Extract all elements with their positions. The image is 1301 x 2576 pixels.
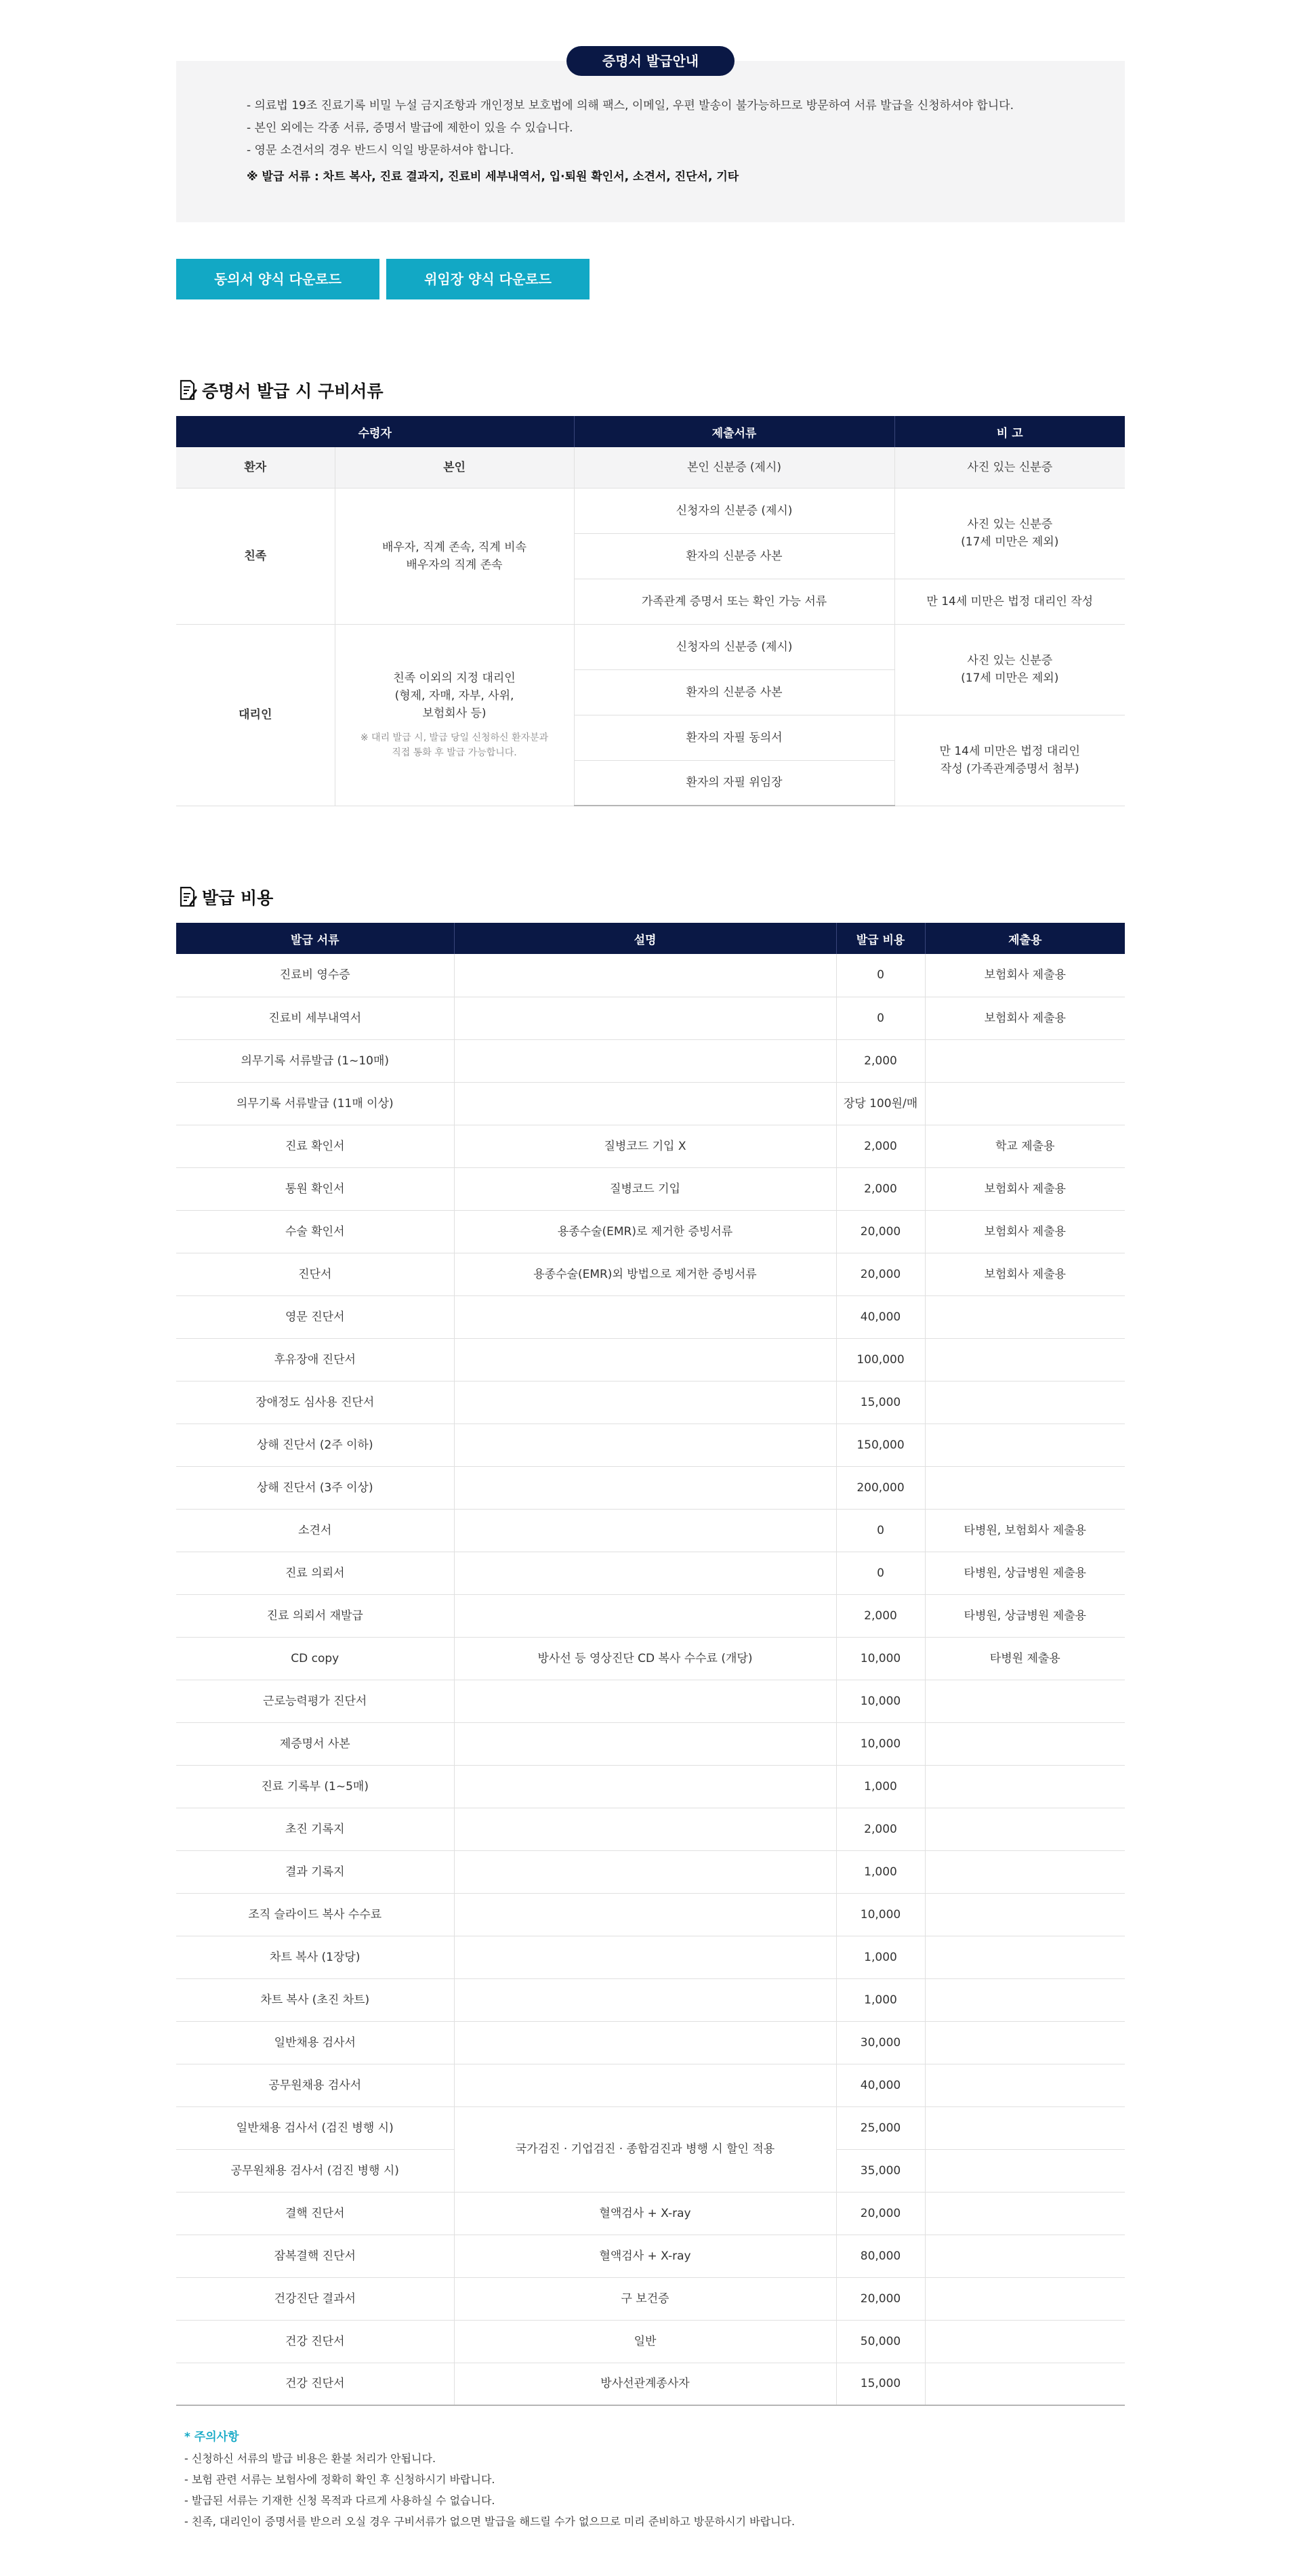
fee-doc-name: 장애정도 심사용 진단서	[176, 1381, 454, 1424]
notice-docs-line: ※ 발급 서류 : 차트 복사, 진료 결과지, 진료비 세부내역서, 입·퇴원 확인서, 소견서, 진단서, 기타	[247, 170, 739, 184]
fee-description	[454, 1893, 836, 1936]
fee-cost: 35,000	[836, 2149, 925, 2192]
fee-doc-name: 진료 의뢰서	[176, 1552, 454, 1594]
fee-description	[454, 1765, 836, 1808]
recipient-label: 친족	[176, 488, 335, 624]
table-row	[176, 2192, 1125, 2235]
fee-description	[454, 1808, 836, 1850]
required-docs-table	[176, 416, 1125, 806]
notice-item: - 의료법 19조 진료기록 비밀 누설 금지조항과 개인정보 보호법에 의해 팩스, 이메일, 우편 발송이 불가능하므로 방문하여 서류 발급을 신청하셔야 합니다.	[247, 99, 1014, 112]
fee-description: 용종수술(EMR)로 제거한 증빙서류	[454, 1210, 836, 1253]
fee-doc-name: 차트 복사 (초진 차트)	[176, 1978, 454, 2021]
fee-cost: 2,000	[836, 1808, 925, 1850]
fee-description: 질병코드 기입 X	[454, 1125, 836, 1167]
fee-description	[454, 1552, 836, 1594]
fee-doc-name: 소견서	[176, 1509, 454, 1552]
fee-description	[454, 1936, 836, 1978]
col-header-recipient: 수령자	[176, 416, 574, 447]
fee-doc-name: 잠복결핵 진단서	[176, 2235, 454, 2277]
fee-section-title: 발급 비용	[202, 888, 274, 908]
fee-description: 방사선관계종사자	[454, 2363, 836, 2405]
fee-cost: 1,000	[836, 1850, 925, 1893]
fee-submit-to	[925, 2021, 1125, 2064]
fee-doc-name: 영문 진단서	[176, 1295, 454, 1338]
fee-submit-to: 보험회사 제출용	[925, 997, 1125, 1039]
fee-cost: 40,000	[836, 1295, 925, 1338]
notice-box	[176, 61, 1125, 222]
notice-title: 증명서 발급안내	[566, 46, 735, 76]
fee-description	[454, 1722, 836, 1765]
caution-item: - 친족, 대리인이 증명서를 받으러 오실 경우 구비서류가 없으면 발급을 해드릴 수가 없으므로 미리 준비하고 방문하시기 바랍니다.	[184, 2515, 796, 2528]
fee-submit-to	[925, 2192, 1125, 2235]
table-row	[176, 1253, 1125, 1295]
col-header-document: 발급 서류	[176, 923, 454, 954]
fee-doc-name: 일반채용 검사서 (검진 병행 시)	[176, 2106, 454, 2149]
fee-submit-to	[925, 1381, 1125, 1424]
fee-doc-name: 근로능력평가 진단서	[176, 1680, 454, 1722]
fee-description	[454, 1466, 836, 1509]
fee-cost: 15,000	[836, 2363, 925, 2405]
req-section-heading	[179, 377, 384, 404]
table-row	[176, 1808, 1125, 1850]
fee-cost: 10,000	[836, 1893, 925, 1936]
fee-description	[454, 997, 836, 1039]
fee-submit-to	[925, 2277, 1125, 2320]
table-row	[176, 1765, 1125, 1808]
note-cell	[894, 624, 1125, 715]
fee-submit-to: 타병원 제출용	[925, 1637, 1125, 1680]
table-row	[176, 624, 1125, 669]
recipient-who	[335, 624, 574, 806]
fee-submit-to: 타병원, 보험회사 제출용	[925, 1509, 1125, 1552]
table-row	[176, 954, 1125, 997]
fee-section-heading	[179, 884, 273, 911]
fee-cost: 20,000	[836, 1210, 925, 1253]
table-row	[176, 2021, 1125, 2064]
table-row	[176, 2235, 1125, 2277]
fee-doc-name: 의무기록 서류발급 (11매 이상)	[176, 1082, 454, 1125]
fee-description	[454, 1424, 836, 1466]
fee-cost: 200,000	[836, 1466, 925, 1509]
fee-doc-name: 건강진단 결과서	[176, 2277, 454, 2320]
who-line: 친족 이외의 지정 대리인	[393, 671, 516, 685]
note-cell	[894, 715, 1125, 806]
fee-submit-to: 보험회사 제출용	[925, 1167, 1125, 1210]
fee-cost: 20,000	[836, 2192, 925, 2235]
fee-doc-name: 건강 진단서	[176, 2320, 454, 2363]
fee-description	[454, 1381, 836, 1424]
fee-cost: 2,000	[836, 1594, 925, 1637]
table-row	[176, 2363, 1125, 2405]
recipient-who	[335, 488, 574, 624]
caution-item: - 보험 관련 서류는 보험사에 정확히 확인 후 신청하시기 바랍니다.	[184, 2473, 495, 2486]
fee-submit-to	[925, 1295, 1125, 1338]
document-edit-icon	[179, 886, 198, 908]
fee-description	[454, 954, 836, 997]
fee-doc-name: CD copy	[176, 1637, 454, 1680]
fee-doc-name: 차트 복사 (1장당)	[176, 1936, 454, 1978]
fee-cost: 장당 100원/매	[836, 1082, 925, 1125]
table-row	[176, 1978, 1125, 2021]
fee-submit-to	[925, 2149, 1125, 2192]
table-row	[176, 488, 1125, 533]
fee-doc-name: 결핵 진단서	[176, 2192, 454, 2235]
table-row	[176, 1722, 1125, 1765]
fee-description: 국가검진 · 기업검진 · 종합검진과 병행 시 할인 적용	[454, 2106, 836, 2192]
fee-cost: 15,000	[836, 1381, 925, 1424]
table-row	[176, 1381, 1125, 1424]
fee-cost: 1,000	[836, 1936, 925, 1978]
fee-doc-name: 일반채용 검사서	[176, 2021, 454, 2064]
fee-doc-name: 통원 확인서	[176, 1167, 454, 1210]
fee-description	[454, 1850, 836, 1893]
fee-doc-name: 상해 진단서 (2주 이하)	[176, 1424, 454, 1466]
fee-submit-to	[925, 1466, 1125, 1509]
fee-cost: 10,000	[836, 1680, 925, 1722]
table-row	[176, 1509, 1125, 1552]
fee-description	[454, 1082, 836, 1125]
agent-note-line: 직접 통화 후 발급 가능합니다.	[392, 747, 517, 758]
fee-cost: 100,000	[836, 1338, 925, 1381]
fee-doc-name: 제증명서 사본	[176, 1722, 454, 1765]
fee-cost: 2,000	[836, 1167, 925, 1210]
note-line: (17세 미만은 제외)	[961, 671, 1059, 685]
note-line: 사진 있는 신분증	[967, 654, 1053, 667]
table-row	[176, 1424, 1125, 1466]
fee-description	[454, 2064, 836, 2106]
caution-list	[184, 2448, 795, 2532]
fee-doc-name: 상해 진단서 (3주 이상)	[176, 1466, 454, 1509]
fee-cost: 0	[836, 1509, 925, 1552]
document-edit-icon	[179, 379, 198, 401]
fee-cost: 10,000	[836, 1637, 925, 1680]
table-row	[176, 1936, 1125, 1978]
col-header-submit-to: 제출용	[925, 923, 1125, 954]
fee-submit-to: 보험회사 제출용	[925, 954, 1125, 997]
fee-description	[454, 1978, 836, 2021]
fee-cost: 40,000	[836, 2064, 925, 2106]
doc-cell: 본인 신분증 (제시)	[574, 447, 894, 488]
fee-cost: 0	[836, 1552, 925, 1594]
table-row	[176, 1637, 1125, 1680]
fee-submit-to	[925, 2320, 1125, 2363]
fee-doc-name: 의무기록 서류발급 (1~10매)	[176, 1039, 454, 1082]
doc-cell: 환자의 신분증 사본	[574, 533, 894, 579]
fee-doc-name: 건강 진단서	[176, 2363, 454, 2405]
fee-submit-to	[925, 2106, 1125, 2149]
fee-submit-to	[925, 1936, 1125, 1978]
table-row	[176, 1680, 1125, 1722]
col-header-documents: 제출서류	[574, 416, 894, 447]
fee-doc-name: 수술 확인서	[176, 1210, 454, 1253]
fee-doc-name: 공무원채용 검사서	[176, 2064, 454, 2106]
fee-submit-to: 보험회사 제출용	[925, 1210, 1125, 1253]
fee-submit-to: 타병원, 상급병원 제출용	[925, 1552, 1125, 1594]
doc-cell: 신청자의 신분증 (제시)	[574, 488, 894, 533]
fee-submit-to	[925, 1722, 1125, 1765]
agent-note	[335, 730, 574, 760]
fee-description: 혈액검사 + X-ray	[454, 2192, 836, 2235]
table-row	[176, 2064, 1125, 2106]
consent-form-download-button[interactable]: 동의서 양식 다운로드	[176, 259, 379, 299]
note-line: 만 14세 미만은 법정 대리인	[939, 745, 1080, 758]
fee-doc-name: 진단서	[176, 1253, 454, 1295]
fee-cost: 1,000	[836, 1978, 925, 2021]
table-row	[176, 1850, 1125, 1893]
fee-cost: 1,000	[836, 1765, 925, 1808]
fee-doc-name: 결과 기록지	[176, 1850, 454, 1893]
note-cell	[894, 488, 1125, 579]
fee-cost: 25,000	[836, 2106, 925, 2149]
fee-description	[454, 1039, 836, 1082]
caution-item: - 신청하신 서류의 발급 비용은 환불 처리가 안됩니다.	[184, 2452, 436, 2465]
fee-cost: 2,000	[836, 1125, 925, 1167]
fee-submit-to	[925, 1039, 1125, 1082]
notice-list	[247, 95, 1014, 188]
agent-note-line: ※ 대리 발급 시, 발급 당일 신청하신 환자분과	[360, 732, 549, 743]
fee-submit-to	[925, 1680, 1125, 1722]
proxy-form-download-button[interactable]: 위임장 양식 다운로드	[386, 259, 590, 299]
fee-description	[454, 2021, 836, 2064]
fee-cost: 30,000	[836, 2021, 925, 2064]
table-row	[176, 1466, 1125, 1509]
fee-submit-to	[925, 2363, 1125, 2405]
fee-doc-name: 초진 기록지	[176, 1808, 454, 1850]
fee-description	[454, 1295, 836, 1338]
col-header-cost: 발급 비용	[836, 923, 925, 954]
fee-doc-name: 진료 확인서	[176, 1125, 454, 1167]
fee-submit-to	[925, 1338, 1125, 1381]
doc-cell: 가족관계 증명서 또는 확인 가능 서류	[574, 579, 894, 624]
fee-table	[176, 923, 1125, 2406]
recipient-who: 본인	[335, 447, 574, 488]
req-section-title: 증명서 발급 시 구비서류	[202, 381, 384, 401]
note-cell: 만 14세 미만은 법정 대리인 작성	[894, 579, 1125, 624]
table-row	[176, 1893, 1125, 1936]
fee-cost: 0	[836, 954, 925, 997]
table-row	[176, 1594, 1125, 1637]
table-row	[176, 2277, 1125, 2320]
who-line: 배우자, 직계 존속, 직계 비속	[381, 540, 527, 554]
fee-doc-name: 진료비 영수증	[176, 954, 454, 997]
fee-submit-to	[925, 1082, 1125, 1125]
fee-doc-name: 후유장애 진단서	[176, 1338, 454, 1381]
fee-submit-to: 학교 제출용	[925, 1125, 1125, 1167]
notice-item: - 본인 외에는 각종 서류, 증명서 발급에 제한이 있을 수 있습니다.	[247, 121, 573, 135]
table-row	[176, 1210, 1125, 1253]
caution-notes	[184, 2427, 795, 2532]
table-row	[176, 1167, 1125, 1210]
fee-description: 용종수술(EMR)외 방법으로 제거한 증빙서류	[454, 1253, 836, 1295]
note-line: 작성 (가족관계증명서 첨부)	[940, 762, 1079, 776]
fee-description	[454, 1509, 836, 1552]
fee-submit-to: 타병원, 상급병원 제출용	[925, 1594, 1125, 1637]
caution-item: - 발급된 서류는 기재한 신청 목적과 다르게 사용하실 수 없습니다.	[184, 2494, 495, 2507]
fee-submit-to	[925, 1424, 1125, 1466]
who-line: 보험회사 등)	[422, 707, 487, 720]
col-header-remarks: 비 고	[894, 416, 1125, 447]
table-row	[176, 1338, 1125, 1381]
table-row	[176, 1295, 1125, 1338]
fee-doc-name: 진료 의뢰서 재발급	[176, 1594, 454, 1637]
fee-description	[454, 1338, 836, 1381]
col-header-description: 설명	[454, 923, 836, 954]
fee-submit-to	[925, 2235, 1125, 2277]
fee-submit-to	[925, 1850, 1125, 1893]
fee-description	[454, 1594, 836, 1637]
fee-submit-to	[925, 1808, 1125, 1850]
fee-submit-to	[925, 2064, 1125, 2106]
fee-cost: 150,000	[836, 1424, 925, 1466]
fee-cost: 50,000	[836, 2320, 925, 2363]
fee-description: 방사선 등 영상진단 CD 복사 수수료 (개당)	[454, 1637, 836, 1680]
note-line: 사진 있는 신분증	[967, 518, 1053, 531]
doc-cell: 환자의 자필 위임장	[574, 760, 894, 806]
recipient-label: 환자	[176, 447, 335, 488]
table-row	[176, 997, 1125, 1039]
table-row	[176, 1125, 1125, 1167]
table-row	[176, 1082, 1125, 1125]
notice-item: - 영문 소견서의 경우 반드시 익일 방문하셔야 합니다.	[247, 144, 514, 157]
fee-submit-to	[925, 1893, 1125, 1936]
fee-cost: 20,000	[836, 1253, 925, 1295]
fee-description: 일반	[454, 2320, 836, 2363]
fee-submit-to	[925, 1765, 1125, 1808]
fee-doc-name: 진료비 세부내역서	[176, 997, 454, 1039]
fee-cost: 10,000	[836, 1722, 925, 1765]
fee-doc-name: 진료 기록부 (1~5매)	[176, 1765, 454, 1808]
note-cell: 사진 있는 신분증	[894, 447, 1125, 488]
doc-cell: 환자의 신분증 사본	[574, 669, 894, 715]
doc-cell: 신청자의 신분증 (제시)	[574, 624, 894, 669]
note-line: (17세 미만은 제외)	[961, 535, 1059, 549]
caution-title: * 주의사항	[184, 2430, 239, 2444]
table-row	[176, 2106, 1125, 2149]
table-row	[176, 1552, 1125, 1594]
fee-cost: 0	[836, 997, 925, 1039]
table-row	[176, 447, 1125, 488]
fee-description	[454, 1680, 836, 1722]
table-row	[176, 1039, 1125, 1082]
fee-submit-to: 보험회사 제출용	[925, 1253, 1125, 1295]
fee-description: 질병코드 기입	[454, 1167, 836, 1210]
fee-cost: 2,000	[836, 1039, 925, 1082]
fee-doc-name: 공무원채용 검사서 (검진 병행 시)	[176, 2149, 454, 2192]
who-line: (형제, 자매, 자부, 사위,	[394, 689, 514, 703]
table-row	[176, 2320, 1125, 2363]
fee-submit-to	[925, 1978, 1125, 2021]
fee-cost: 20,000	[836, 2277, 925, 2320]
fee-description: 혈액검사 + X-ray	[454, 2235, 836, 2277]
fee-cost: 80,000	[836, 2235, 925, 2277]
who-line: 배우자의 직계 존속	[406, 558, 503, 572]
fee-doc-name: 조직 슬라이드 복사 수수료	[176, 1893, 454, 1936]
recipient-label: 대리인	[176, 624, 335, 806]
doc-cell: 환자의 자필 동의서	[574, 715, 894, 760]
fee-description: 구 보건증	[454, 2277, 836, 2320]
